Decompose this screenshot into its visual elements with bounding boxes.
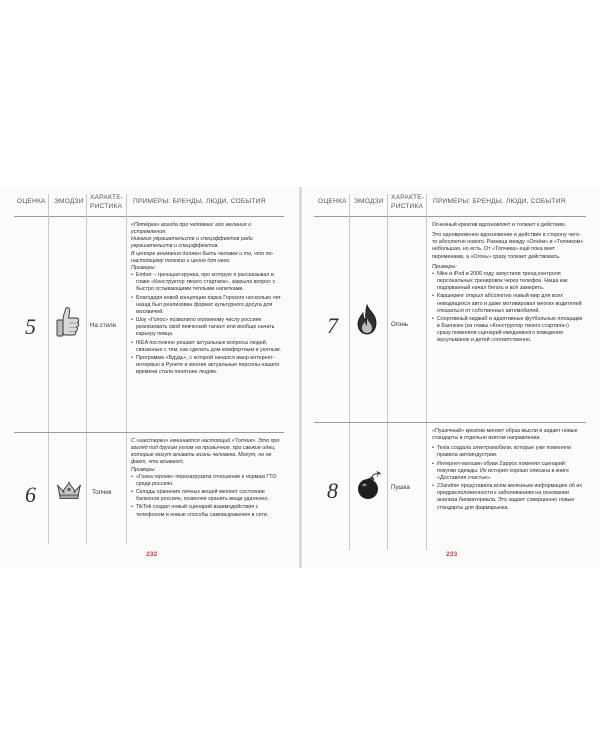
list-item: • TikTok создал новый сценарий взаимодействия с телефоном и новые способы самовыражения в сети. <box>131 504 283 518</box>
examples-cell <box>432 222 584 346</box>
list-item: • Nike и iPod в 2006 году запустили тренд контроля персональных тренировок через телефон. Наша как подорванный начал бегать и всё замерять. <box>432 271 584 292</box>
examples-list <box>131 474 283 519</box>
header-divider <box>314 216 586 217</box>
list-item: • Склады хранения личных вещей меняют состояние балконов россиян, позволяя хранить вещи удаленно. <box>131 489 283 503</box>
header-score: ОЦЕНКА <box>17 198 46 205</box>
examples-list <box>131 272 283 376</box>
list-item: • Спортивный хиджаб и адаптивные футбольные площадки в Бангкоке (из главы «Конструктор твоего стартапа») сразу поменяли сценарий ежедневного поведения мусульманок и детей соответственно. <box>432 316 584 345</box>
examples-list <box>432 445 584 511</box>
description-text: Это одновременно вдохновение и действие в сторону чего-то абсолютно нового. Разница между «Огнём» и «Топчиком» небольшая, но есть. От «Топчика» ещё пока веет переменами, а «Огонь» сразу толкает действовать. <box>432 232 584 260</box>
col-divider <box>349 194 350 550</box>
list-item: • «Гонка героев» перезагрузила отношение к нормам ГТО среди россиян. <box>131 474 283 488</box>
fire-icon <box>354 304 380 341</box>
header-examples: ПРИМЕРЫ: БРЕНДЫ, ЛЮДИ, СОБЫТИЯ <box>133 198 266 205</box>
row-divider <box>314 422 586 423</box>
crown-icon <box>56 480 82 505</box>
col-divider <box>48 194 49 544</box>
row-divider <box>14 432 284 433</box>
examples-cell <box>131 222 283 377</box>
col-divider <box>426 194 427 550</box>
list-item: • Каршеринг открыл абсолютно новый мир для всех неводящихся авто и даже мотивировал многих водителей отказаться от собственных автомобилей. <box>432 293 584 314</box>
page-number: 232 <box>146 551 158 558</box>
list-item: • Tesla создала электромобили, которые уже поменяли правила автоиндустрии. <box>432 445 584 459</box>
bomb-icon <box>356 470 382 505</box>
characteristic-label: Топчик <box>92 489 112 496</box>
header-characteristic: ХАРАКТЕ- РИСТИКА <box>90 194 124 210</box>
page-number: 233 <box>446 551 458 558</box>
col-divider <box>387 194 388 550</box>
characteristic-label: Огонь <box>391 321 409 328</box>
list-item: • IKEA постоянно решает актуальные вопросы людей, связанные с тем, как сделать дом комфортным и уютным. <box>131 340 283 354</box>
characteristic-label: Пушка <box>391 484 410 491</box>
description-text: «Пушечный» креатив меняет образ мысли и задает новые стандарты в отдельно взятом направлении. <box>432 428 578 442</box>
list-item: • Интернет-магазин обуви Zappos поменял сценарий покупки одежды. Их история хорошо описана в книге «Доставляя счастье». <box>432 461 584 482</box>
description-text: В центре внимания должен быть человек и то, что по-настоящему полезно и ценно для него. <box>131 250 274 264</box>
header-divider <box>14 216 284 217</box>
list-item: • Шоу «Голос» позволило огромному числу россиян реализовать свой певческий талант или вообще начать карьеру певца. <box>131 317 283 338</box>
list-item: • Программа «Вдудь», с которой начался жанр интернет-интервью в Рунете и многие актуальные персоны нашего времени стали понятнее людям. <box>131 355 283 376</box>
examples-cell <box>131 438 283 520</box>
header-emoji: ЭМОДЗИ <box>354 198 384 205</box>
score-value: 6 <box>25 482 36 507</box>
header-characteristic: ХАРАКТЕ- РИСТИКА <box>391 194 425 210</box>
score-value: 8 <box>327 478 338 503</box>
description-text: «Пятёрка» всегда про человека: его желания и устремления. <box>131 222 252 236</box>
examples-label: Примеры: <box>432 263 457 270</box>
header-examples: ПРИМЕРЫ: БРЕНДЫ, ЛЮДИ, СОБЫТИЯ <box>433 198 566 205</box>
description-text: С «шестерки» начинается настоящий «Топчик». Это про взгляд под другим углом на привычное, про свежие идеи, которые могут вливать жизнь человека. Могут, но не факт, что вливают. <box>131 438 280 466</box>
list-item: • Благодаря новой концепции парка Горского несколько лет назад был реализован формат культурного досуга для москвичей. <box>131 295 283 316</box>
col-divider <box>86 194 87 544</box>
score-value: 7 <box>327 313 338 338</box>
examples-label: Примеры: <box>131 264 156 271</box>
header-score: ОЦЕНКА <box>318 198 347 205</box>
header-emoji: ЭМОДЗИ <box>54 198 84 205</box>
score-value: 5 <box>25 314 36 339</box>
examples-cell <box>432 428 584 513</box>
book-gutter <box>299 187 302 568</box>
list-item: • Ember – греющая кружка, про которую я рассказывал в главе «Конструктор твоего стартапа», закрыла вопрос с быстро остывающими теплыми напитками. <box>131 272 283 293</box>
description-text: Никаких украшательств и спецэффектов ради украшательств и спецэффектов. <box>131 236 253 250</box>
description-text: Огненный креатив вдохновляет и толкает к действию. <box>432 222 567 228</box>
thumbs-up-icon <box>54 306 82 345</box>
characteristic-label: На стиле <box>90 322 117 329</box>
examples-label: Примеры: <box>131 466 156 473</box>
list-item: • 23andme представила всем железным информацию об их предрасположенности к заболеваниям на основании анализа биоматериала. Это задает совершенно новые стандарты для фармарынка. <box>432 483 584 512</box>
col-divider <box>126 194 127 544</box>
examples-list <box>432 271 584 345</box>
